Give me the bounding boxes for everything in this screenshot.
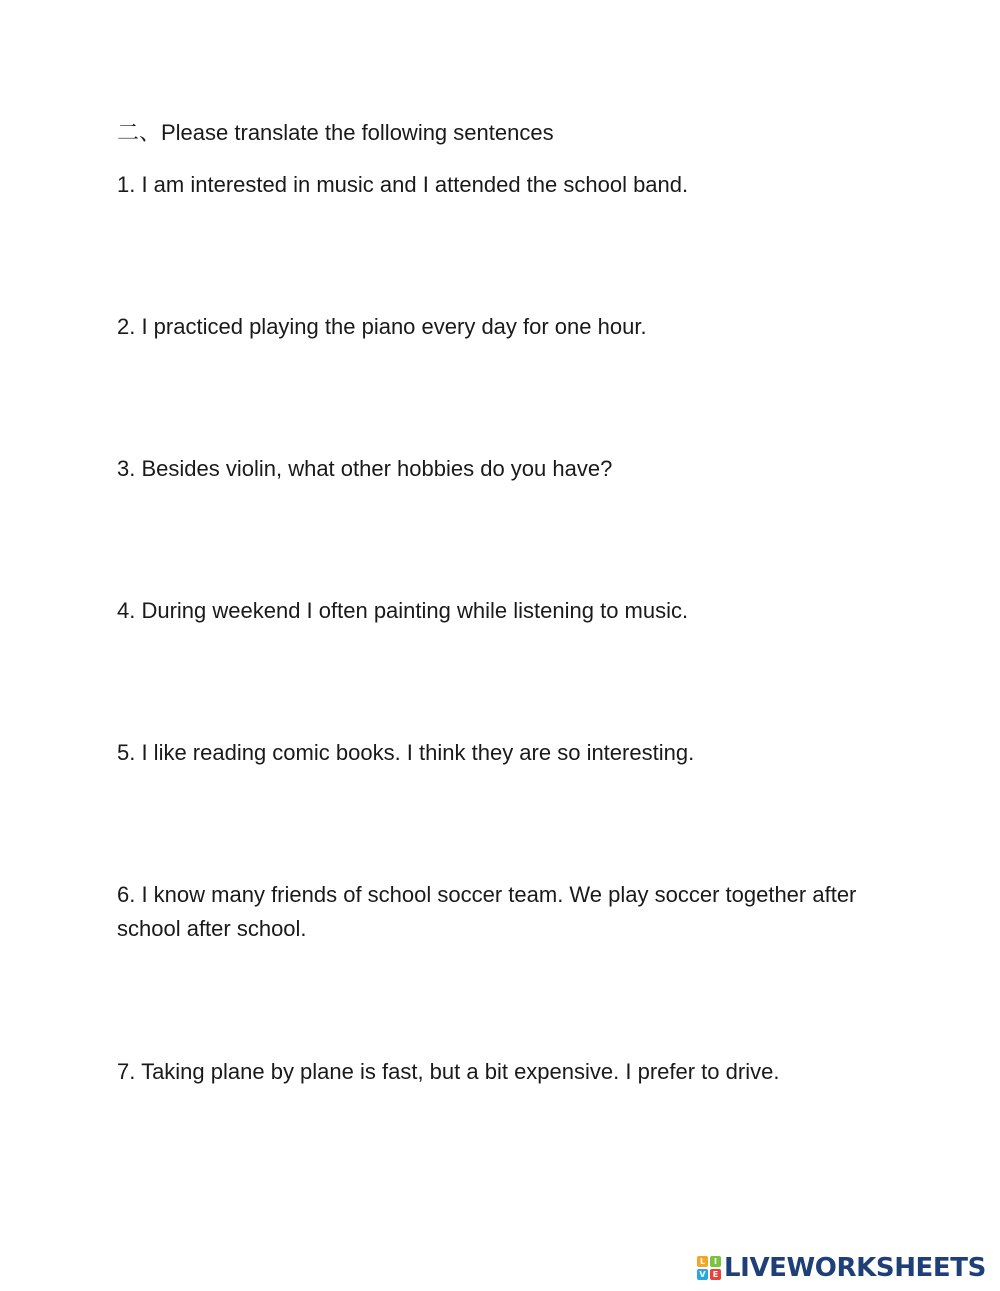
section-heading: 二、Please translate the following sentences (117, 120, 554, 145)
logo-mark-letter: I (710, 1256, 721, 1267)
sentence-5: 5. I like reading comic books. I think they are so interesting. (117, 740, 695, 765)
sentence-6: 6. I know many friends of school soccer team. We play soccer together after school after school. (117, 882, 857, 941)
logo-mark-letter: E (710, 1269, 721, 1280)
sentence-3: 3. Besides violin, what other hobbies do you have? (117, 456, 613, 481)
sentence-4: 4. During weekend I often painting while listening to music. (117, 598, 689, 623)
logo-mark-letter: L (697, 1256, 708, 1267)
liveworksheets-logo (697, 1252, 986, 1284)
logo-mark-letter: V (697, 1269, 708, 1280)
logo-text: LIVEWORKSHEETS (724, 1253, 986, 1283)
sentence-7: 7. Taking plane by plane is fast, but a bit expensive. I prefer to drive. (117, 1059, 780, 1084)
logo-mark-icon (697, 1256, 721, 1280)
sentence-1: 1. I am interested in music and I attended the school band. (117, 172, 689, 197)
sentence-2: 2. I practiced playing the piano every day for one hour. (117, 314, 647, 339)
